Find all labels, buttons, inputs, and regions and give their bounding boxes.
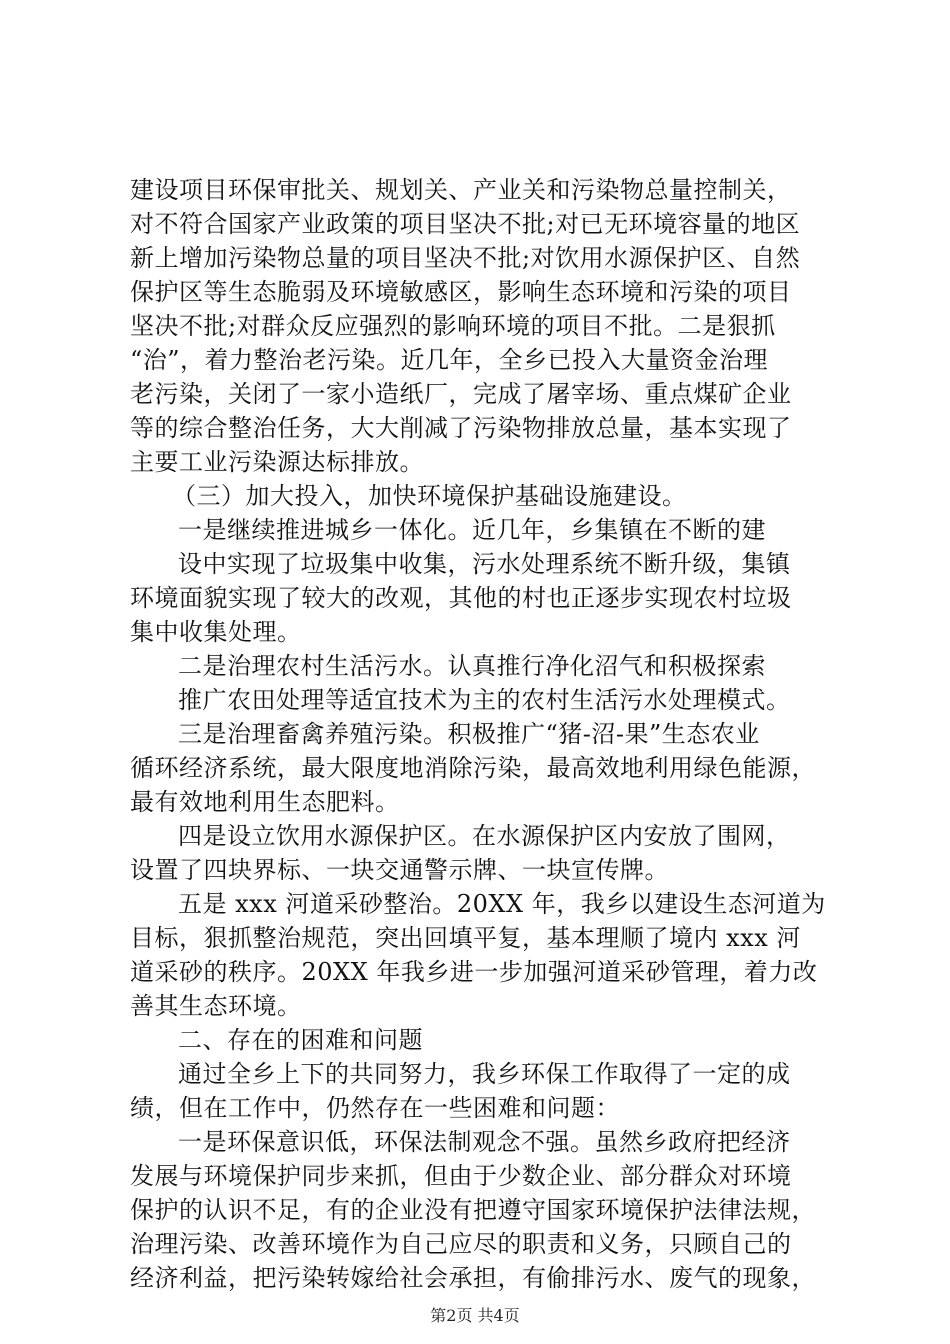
text-line: 一是环保意识低，环保法制观念不强。虽然乡政府把经济	[178, 1128, 791, 1156]
text-line: 绩，但在工作中，仍然存在一些困难和问题：	[130, 1094, 620, 1122]
page-number-footer: 第2页 共4页	[430, 1306, 520, 1325]
text-line: 新上增加污染物总量的项目坚决不批;对饮用水源保护区、自然	[130, 244, 801, 272]
text-line: 道采砂的秩序。20XX 年我乡进一步加强河道采砂管理，着力改	[130, 958, 818, 986]
text-line: 建设项目环保审批关、规划关、产业关和污染物总量控制关，	[130, 176, 792, 204]
text-line: 二是治理农村生活污水。认真推行净化沼气和积极探索	[178, 652, 766, 680]
text-line: 设中实现了垃圾集中收集，污水处理系统不断升级，集镇	[178, 550, 791, 578]
text-line: 集中收集处理。	[130, 618, 302, 646]
section-heading: （三）加大投入，加快环境保护基础设施建设。	[172, 482, 687, 510]
text-line: 四是设立饮用水源保护区。在水源保护区内安放了围网，	[178, 822, 791, 850]
text-line: 三是治理畜禽养殖污染。积极推广“猪-沼-果”生态农业	[178, 720, 760, 748]
text-line: 发展与环境保护同步来抓，但由于少数企业、部分群众对环境	[130, 1162, 792, 1190]
text-line: 推广农田处理等适宜技术为主的农村生活污水处理模式。	[178, 686, 791, 714]
text-line: 目标，狠抓整治规范，突出回填平复，基本理顺了境内 xxx 河	[130, 924, 801, 952]
text-line: 保护的认识不足，有的企业没有把遵守国家环境保护法律法规，	[130, 1196, 816, 1224]
text-line: 设置了四块界标、一块交通警示牌、一块宣传牌。	[130, 856, 669, 884]
text-line: 五是 xxx 河道采砂整治。20XX 年，我乡以建设生态河道为	[178, 890, 826, 918]
text-line: 治理污染、改善环境作为自己应尽的职责和义务，只顾自己的	[130, 1230, 792, 1258]
text-line: 保护区等生态脆弱及环境敏感区，影响生态环境和污染的项目	[130, 278, 792, 306]
text-line: 主要工业污染源达标排放。	[130, 448, 424, 476]
text-line: 通过全乡上下的共同努力，我乡环保工作取得了一定的成	[178, 1060, 791, 1088]
text-line: 循环经济系统，最大限度地消除污染，最高效地利用绿色能源，	[130, 754, 816, 782]
text-line: 善其生态环境。	[130, 992, 302, 1020]
text-line: 最有效地利用生态肥料。	[130, 788, 400, 816]
text-line: 经济利益，把污染转嫁给社会承担，有偷排污水、废气的现象，	[130, 1264, 816, 1292]
text-line: “治”，着力整治老污染。近几年，全乡已投入大量资金治理	[130, 346, 769, 374]
text-line: 环境面貌实现了较大的改观，其他的村也正逐步实现农村垃圾	[130, 584, 792, 612]
section-heading: 二、存在的困难和问题	[178, 1026, 423, 1054]
text-line: 坚决不批;对群众反应强烈的影响环境的项目不批。二是狠抓	[130, 312, 776, 340]
text-line: 老污染，关闭了一家小造纸厂，完成了屠宰场、重点煤矿企业	[130, 380, 792, 408]
text-line: 一是继续推进城乡一体化。近几年，乡集镇在不断的建	[178, 516, 766, 544]
text-line: 对不符合国家产业政策的项目坚决不批;对已无环境容量的地区	[130, 210, 801, 238]
text-line: 等的综合整治任务，大大削减了污染物排放总量，基本实现了	[130, 414, 792, 442]
